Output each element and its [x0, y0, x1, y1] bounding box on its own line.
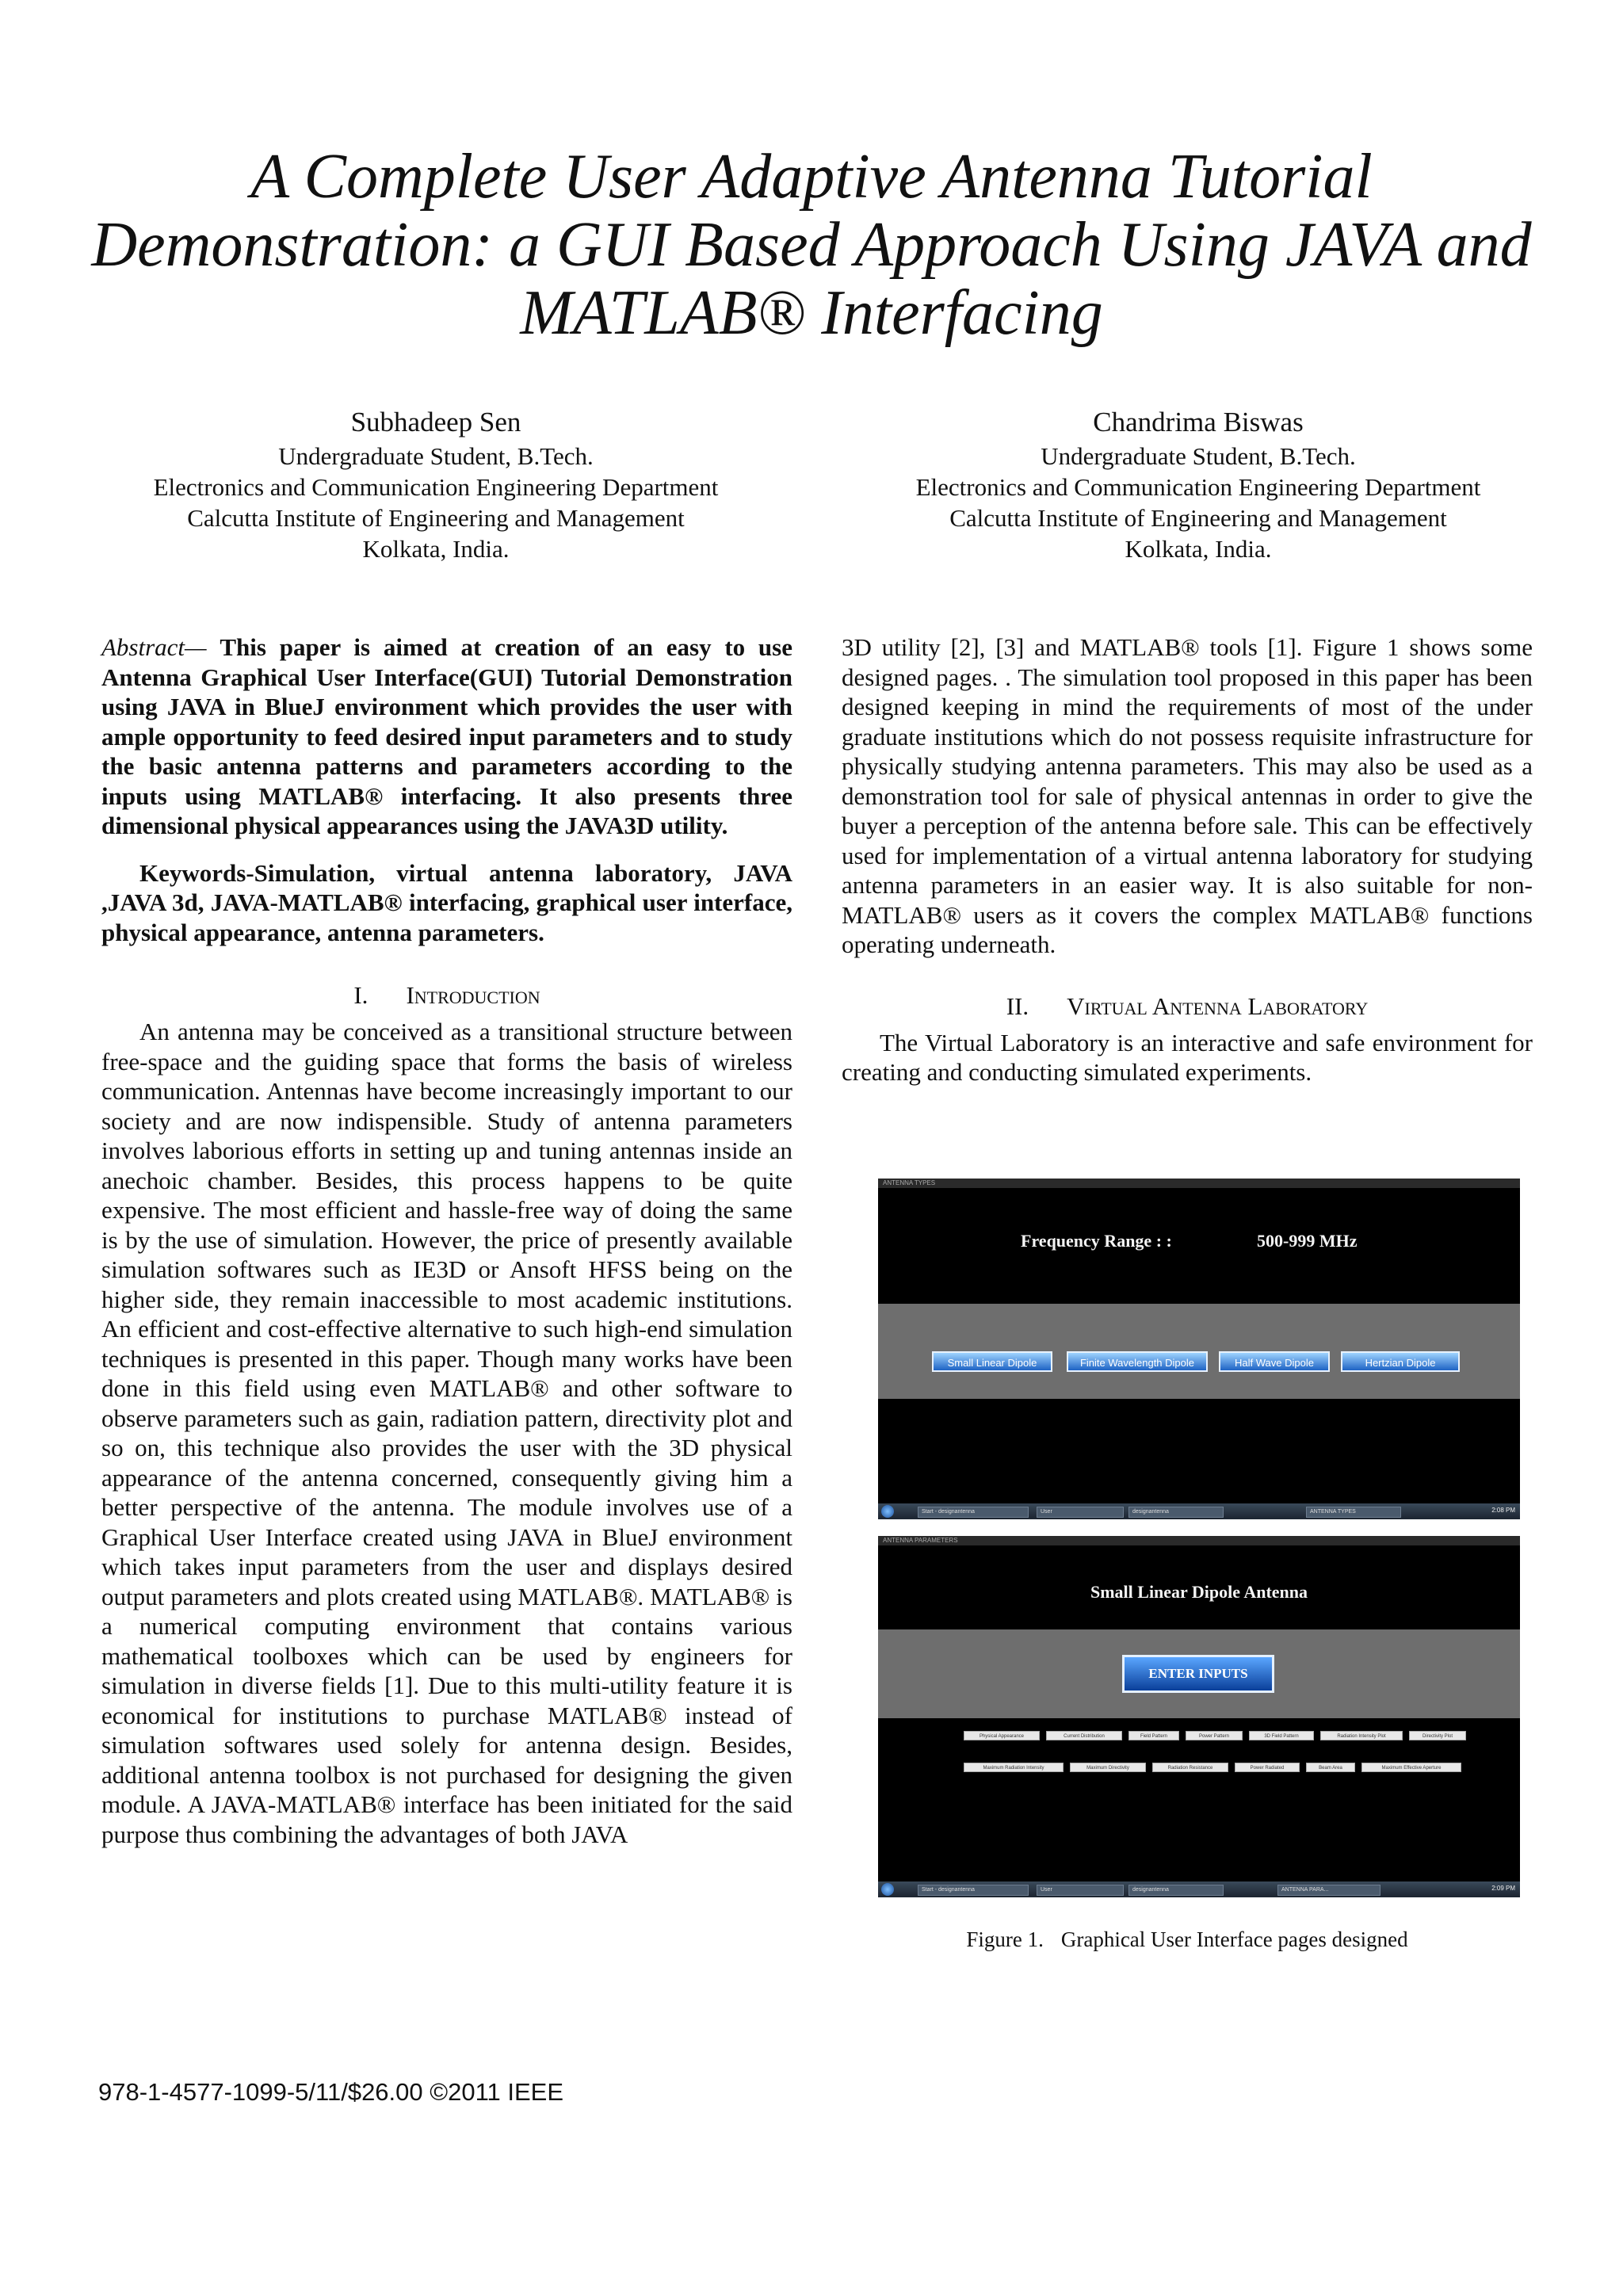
- maximum-effective-aperture-button[interactable]: Maximum Effective Aperture: [1361, 1763, 1461, 1772]
- radiation-intensity-plot-button[interactable]: Radiation Intensity Plot: [1320, 1731, 1403, 1740]
- abstract-label: Abstract—: [101, 633, 207, 661]
- figure-screenshot-antenna-parameters: [878, 1536, 1520, 1897]
- taskbar: [878, 1503, 1520, 1519]
- 3d-field-pattern-button[interactable]: 3D Field Pattern: [1249, 1731, 1314, 1740]
- taskbar-item[interactable]: ANTENNA TYPES: [1306, 1507, 1401, 1518]
- figure-caption-text: Graphical User Interface pages designed: [1060, 1927, 1408, 1951]
- author-affiliation-line: Kolkata, India.: [362, 535, 510, 563]
- finite-wavelength-dipole-button[interactable]: Finite Wavelength Dipole: [1067, 1351, 1208, 1372]
- taskbar-item[interactable]: ANTENNA PARA...: [1277, 1885, 1381, 1896]
- author-block-2: [842, 404, 1555, 564]
- small-linear-dipole-button[interactable]: Small Linear Dipole: [932, 1351, 1052, 1372]
- taskbar-item[interactable]: User: [1037, 1507, 1124, 1518]
- enter-inputs-button[interactable]: ENTER INPUTS: [1122, 1655, 1274, 1693]
- author-affiliation-line: Electronics and Communication Engineering Department: [153, 473, 719, 501]
- maximum-radiation-intensity-button[interactable]: Maximum Radiation Intensity: [964, 1763, 1064, 1772]
- half-wave-dipole-button[interactable]: Half Wave Dipole: [1219, 1351, 1330, 1372]
- frequency-value: 500-999 MHz: [1257, 1231, 1358, 1251]
- taskbar-clock: 2:08 PM: [1491, 1507, 1515, 1514]
- maximum-directivity-button[interactable]: Maximum Directivity: [1070, 1763, 1146, 1772]
- section-heading-virtual-lab: [842, 991, 1533, 1022]
- introduction-continued: 3D utility [2], [3] and MATLAB® tools [1]. Figure 1 shows some designed pages. . The simulation tool proposed in this paper has been designed keeping in mind the requirements of most of the under graduate institutions which do not possess requisite infrastructure for physically studying antenna parameters. This may also be used as a demonstration tool for sale of physical antennas in order to give the buyer a perception of the antenna before sale. This can be effectively used for implementation of a virtual antenna laboratory for studying antenna parameters in an easier way. It is also suitable for non-MATLAB® users as it covers the complex MATLAB® functions operating underneath.: [842, 633, 1533, 958]
- section-number: II.: [1006, 991, 1029, 1020]
- paper-title: A Complete User Adaptive Antenna Tutorial Demonstration: a GUI Based Approach Using JAVA and MATLAB® Interfacing: [91, 142, 1532, 348]
- radiation-resistance-button[interactable]: Radiation Resistance: [1152, 1763, 1228, 1772]
- beam-area-button[interactable]: Beam Area: [1306, 1763, 1355, 1772]
- window-titlebar: ANTENNA PARAMETERS: [878, 1536, 1520, 1545]
- abstract-text: This paper is aimed at creation of an easy to use Antenna Graphical User Interface(GUI) Tutorial Demonstration using JAVA in BlueJ environment which provides the user with ample opportunity to feed desired input parameters and to study the basic antenna patterns and parameters according to the inputs using MATLAB® interfacing. It also presents three dimensional physical appearances using the JAVA3D utility.: [101, 633, 792, 839]
- physical-appearance-button[interactable]: Physical Appearance: [964, 1731, 1040, 1740]
- section-title: Introduction: [406, 981, 540, 1009]
- introduction-text: An antenna may be conceived as a transitional structure between free-space and the guiding space that forms the basis of wireless communication. Antennas have become increasingly important to our society and are now indispensible. Study of antenna parameters involves laborious efforts in setting up and tuning antennas inside an anechoic chamber. Besides, this process happens to be quite expensive. The most efficient and hassle-free way of doing the same is by the use of simulation. However, the price of presently available simulation softwares such as IE3D or Ansoft HFSS being on the higher side, they remain inaccessible to most academic institutions. An efficient and cost-effective alternative to such high-end simulation techniques is presented in this paper. Though many works have been done in this field using even MATLAB® and other software to observe parameters such as gain, radiation pattern, directivity plot and so on, this technique also provides the user with the 3D physical appearance of the antenna concerned, consequently giving him a better perspective of the antenna. The module involves use of a Graphical User Interface created using JAVA in BlueJ environment which takes input parameters from the user and displays desired output parameters and plots created using MATLAB®. MATLAB® is a numerical computing environment that contains various mathematical toolboxes which can be used by engineers for simulation in diverse fields [1]. Due to this multi-utility feature it is economical for institutions to purchase MATLAB® instead of simulation softwares used solely for antenna design. Besides, additional antenna toolbox is not purchased for designing the given module. A JAVA-MATLAB® interface has been initiated for the said purpose thus combining the advantages of both JAVA: [101, 1018, 792, 1848]
- abstract: [101, 632, 792, 841]
- figure-screenshot-antenna-types: [878, 1179, 1520, 1519]
- taskbar-item[interactable]: Start - designantenna: [918, 1885, 1029, 1896]
- left-column: [101, 632, 792, 1849]
- power-radiated-button[interactable]: Power Radiated: [1235, 1763, 1300, 1772]
- section-number: I.: [353, 981, 369, 1009]
- antenna-title: Small Linear Dipole Antenna: [1090, 1582, 1308, 1602]
- author-affiliation-line: Kolkata, India.: [1125, 535, 1272, 563]
- power-pattern-button[interactable]: Power Pattern: [1186, 1731, 1243, 1740]
- author-name: Subhadeep Sen: [350, 407, 521, 437]
- virtual-lab-text: The Virtual Laboratory is an interactive and safe environment for creating and conducting simulated experiments.: [842, 1028, 1533, 1086]
- figure-caption: [842, 1927, 1533, 1952]
- taskbar: [878, 1881, 1520, 1897]
- author-affiliation-line: Calcutta Institute of Engineering and Management: [949, 504, 1447, 532]
- copyright-footer: 978-1-4577-1099-5/11/$26.00 ©2011 IEEE: [98, 2078, 564, 2106]
- section-heading-introduction: [101, 980, 792, 1010]
- taskbar-item[interactable]: designantenna: [1128, 1885, 1224, 1896]
- author-affiliation-line: Calcutta Institute of Engineering and Management: [187, 504, 685, 532]
- author-name: Chandrima Biswas: [1093, 407, 1304, 437]
- author-affiliation-line: Electronics and Communication Engineering Department: [915, 473, 1481, 501]
- author-affiliation-line: Undergraduate Student, B.Tech.: [278, 442, 594, 470]
- button-band: [878, 1304, 1520, 1399]
- taskbar-item[interactable]: designantenna: [1128, 1507, 1224, 1518]
- figure-caption-label: Figure 1.: [966, 1927, 1044, 1951]
- section-title: Virtual Antenna Laboratory: [1067, 991, 1369, 1020]
- frequency-label: Frequency Range : :: [1021, 1231, 1172, 1251]
- hertzian-dipole-button[interactable]: Hertzian Dipole: [1341, 1351, 1460, 1372]
- start-orb-icon[interactable]: [881, 1505, 894, 1518]
- right-column: [842, 632, 1533, 1087]
- keywords: Keywords-Simulation, virtual antenna laboratory, JAVA ,JAVA 3d, JAVA-MATLAB® interfacing, graphical user interface, physical appearance, antenna parameters.: [101, 858, 792, 946]
- author-block-1: [79, 404, 792, 564]
- directivity-plot-button[interactable]: Directivity Plot: [1409, 1731, 1466, 1740]
- author-affiliation-line: Undergraduate Student, B.Tech.: [1041, 442, 1356, 470]
- field-pattern-button[interactable]: Field Pattern: [1128, 1731, 1179, 1740]
- taskbar-clock: 2:09 PM: [1491, 1885, 1515, 1892]
- taskbar-item[interactable]: User: [1037, 1885, 1124, 1896]
- start-orb-icon[interactable]: [881, 1883, 894, 1896]
- window-titlebar: ANTENNA TYPES: [878, 1179, 1520, 1188]
- taskbar-item[interactable]: Start - designantenna: [918, 1507, 1029, 1518]
- current-distribution-button[interactable]: Current Distribution: [1046, 1731, 1122, 1740]
